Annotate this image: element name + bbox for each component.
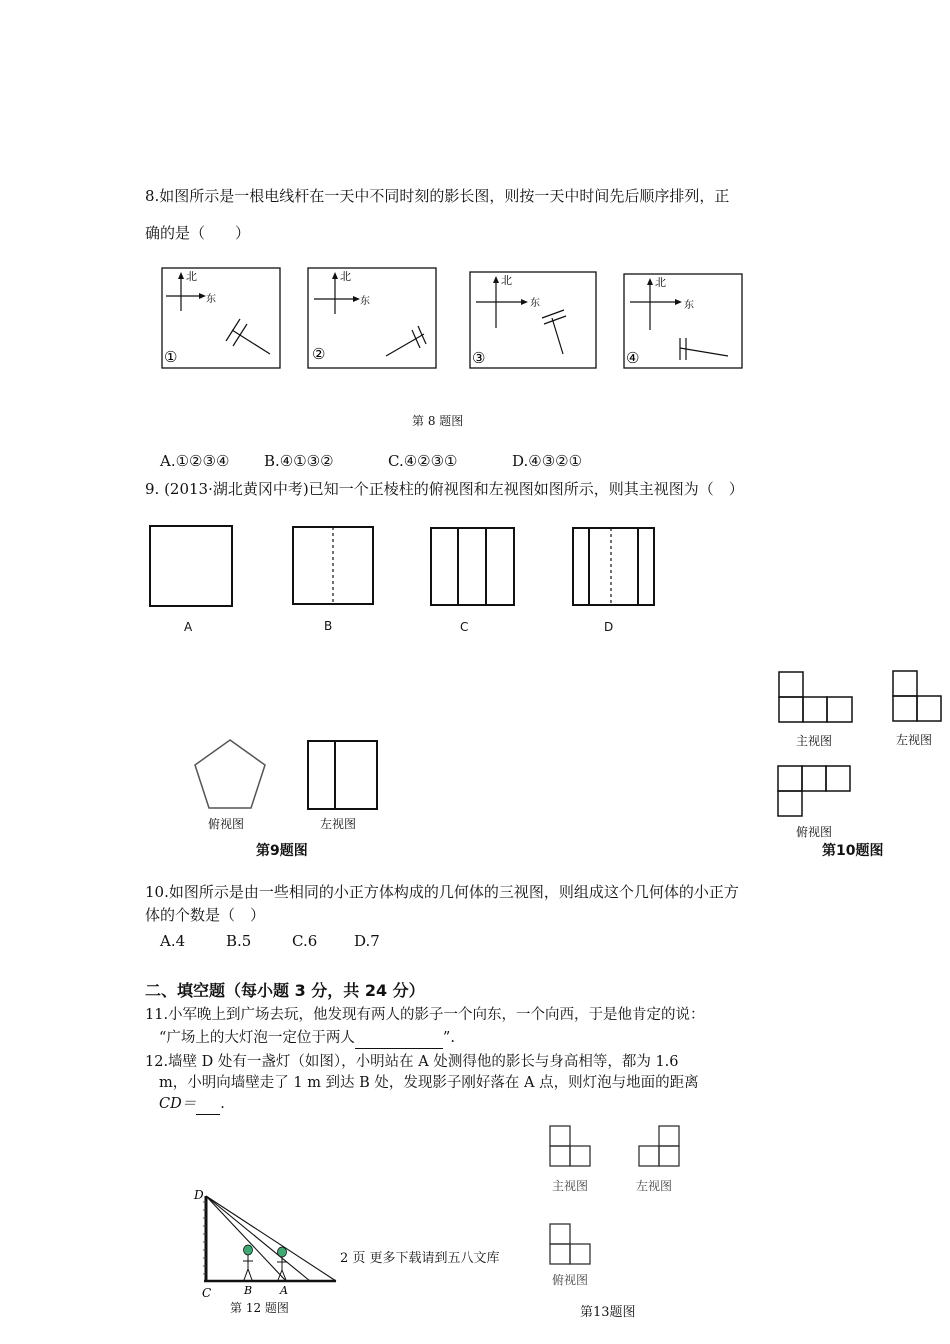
q11-text-line1: 11.小军晚上到广场去玩，他发现有两人的影子一个向东，一个向西，于是他肯定的说： [145,1007,705,1023]
q10-text-line2: 体的个数是（ ） [145,906,266,924]
q8-panel-1 [160,266,284,372]
q9-choice-c-figure [431,528,514,605]
option-a[interactable]: A.①②③④ [160,452,230,470]
q8-panel-3 [468,270,600,372]
q9-choice-a-figure [150,526,232,606]
q13-top-view [550,1224,590,1264]
q9-left-view-rect [308,741,377,809]
q9-left-view-label: 左视图 [320,817,357,831]
q13-views [540,1120,700,1285]
east-label: 东 [530,298,540,309]
q12-caption: 第 12 题图 [230,1301,289,1315]
q8-text-line1: 8.如图所示是一根电线杆在一天中不同时刻的影长图，则按一天中时间先后顺序排列，正 [145,187,730,205]
q10-top-label: 俯视图 [796,825,833,839]
option-c[interactable]: C.④②③① [388,452,458,470]
q11-answer-blank[interactable] [355,1028,443,1049]
q9-text: 9. (2013·湖北黄冈中考)已知一个正棱柱的俯视图和左视图如图所示，则其主视图为（ ） [145,480,744,498]
q11-text-line2 [159,1028,455,1049]
q9-choice-figures [146,522,666,642]
panel-number: ④ [626,349,640,367]
q9-caption: 第9题图 [256,843,308,859]
q8-panel-4 [622,272,746,372]
q12-figure [190,1180,350,1310]
option-a[interactable]: A.4 [160,932,186,950]
q10-left-label: 左视图 [896,733,933,747]
q8-text-line2: 确的是（ ） [145,224,251,242]
q10-front-view [779,672,852,722]
q9-choice-d-figure [573,528,654,605]
q13-left-view [639,1126,679,1166]
q9-pentagon [195,740,265,808]
q10-options [160,931,380,951]
north-label: 北 [501,274,512,287]
q12-answer-blank[interactable] [196,1094,220,1115]
q12-line3-end: . [220,1096,225,1112]
q9-label-a: A [184,620,193,634]
q10-caption: 第10题图 [822,843,884,859]
point-b-label: B [244,1284,253,1297]
q12-text-line2: m，小明向墙壁走了 1 m 到达 B 处，发现影子刚好落在 A 点，则灯泡与地面的距离 [159,1075,699,1091]
q13-left-label: 左视图 [636,1179,673,1193]
q8-options [160,451,582,471]
option-d[interactable]: D.7 [354,932,380,950]
q13-caption: 第13题图 [580,1305,636,1320]
option-b[interactable]: B.④①③② [264,452,334,470]
north-label: 北 [340,270,351,283]
panel-number: ① [164,348,178,366]
q12-text-line3 [159,1094,225,1115]
point-a-label: A [280,1284,288,1297]
q13-top-label: 俯视图 [552,1273,589,1287]
east-label: 东 [206,294,216,305]
option-c[interactable]: C.6 [292,932,318,950]
q9-label-d: D [604,620,614,634]
point-d-label: D [194,1188,204,1202]
q10-left-view [893,671,941,721]
q9-label-c: C [460,620,469,634]
panel-number: ② [312,345,326,363]
option-d[interactable]: D.④③②① [512,452,583,470]
q12-text-line1: 12.墙壁 D 处有一盏灯（如图），小明站在 A 处测得他的影长与身高相等，都为 1.6 [145,1054,679,1070]
q9-given-views [190,735,386,815]
q13-front-label: 主视图 [552,1179,589,1193]
section2-heading: 二、填空题（每小题 3 分，共 24 分） [145,981,425,1000]
q10-text-line1: 10.如图所示是由一些相同的小正方体构成的几何体的三视图，则组成这个几何体的小正方 [145,883,739,901]
q10-front-label: 主视图 [796,734,833,748]
q8-caption: 第 8 题图 [412,414,464,428]
north-label: 北 [655,276,666,289]
q9-label-b: B [324,619,333,633]
page-footer: 2 页 更多下载请到五八文库 [340,1251,500,1266]
q11-line2-start: “广场上的大灯泡一定位于两人 [159,1030,355,1046]
q10-top-view [778,766,850,816]
q8-panel-2 [306,266,440,372]
q12-line3-start: CD＝ [159,1096,197,1112]
east-label: 东 [360,296,370,307]
q13-front-view [550,1126,590,1166]
q9-top-view-label: 俯视图 [208,817,245,831]
east-label: 东 [684,300,694,311]
north-label: 北 [186,270,197,283]
panel-number: ③ [472,349,486,367]
point-c-label: C [202,1286,212,1300]
q11-line2-end: ”. [442,1030,455,1046]
option-b[interactable]: B.5 [226,932,252,950]
q9-choice-b-figure [293,527,373,604]
